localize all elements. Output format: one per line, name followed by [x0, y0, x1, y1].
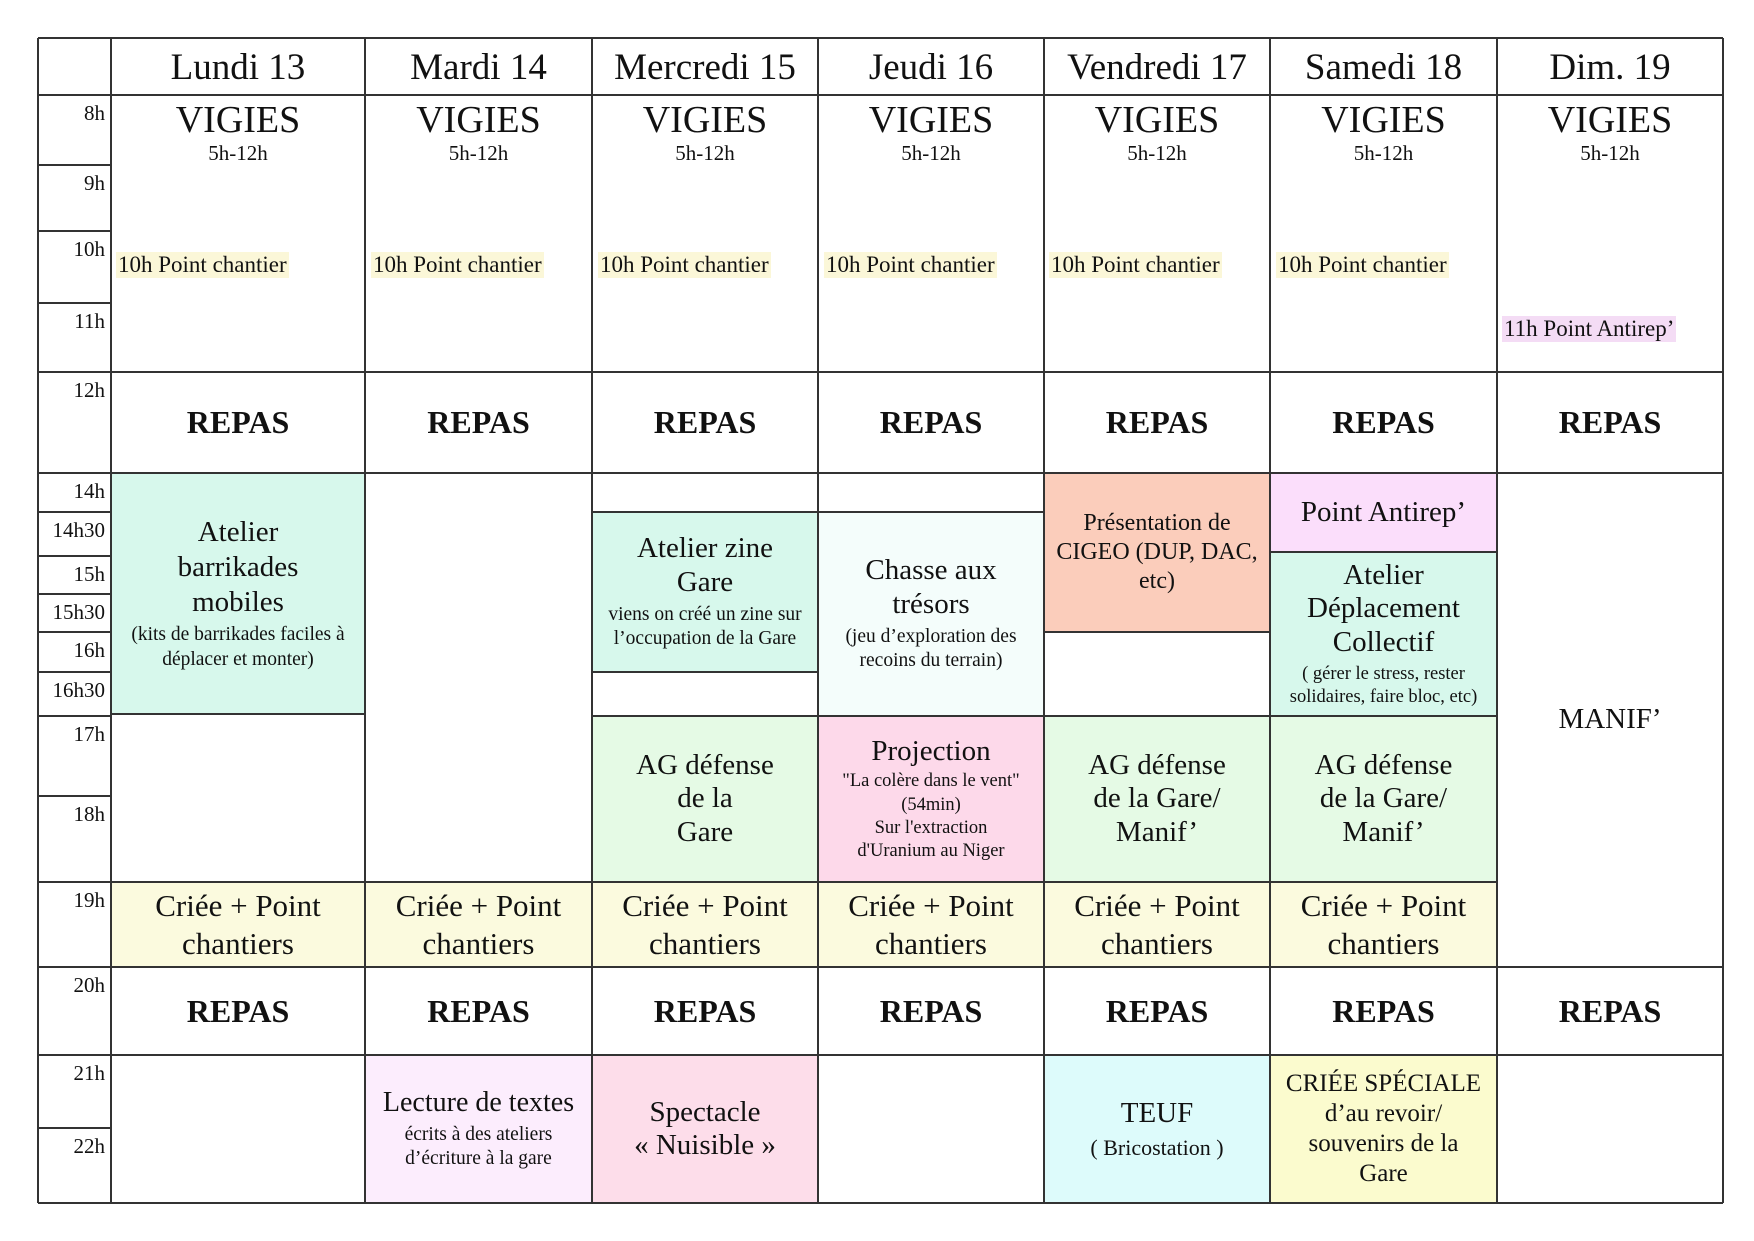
- event-ag_manif_sam: [1270, 716, 1497, 882]
- point-antirep-morning: 11h Point Antirep’: [1504, 316, 1675, 341]
- event-atelier_barrikades: [111, 473, 365, 714]
- grid-line: [364, 38, 366, 1203]
- vigies-cell: [1270, 101, 1497, 175]
- event-detail-line: recoins du terrain): [859, 650, 1003, 672]
- event-lecture: [365, 1055, 592, 1203]
- event-detail: [1290, 663, 1477, 709]
- event-detail-line: (kits de barrikades faciles à: [131, 624, 345, 646]
- repas-cell: [592, 372, 818, 473]
- criee-line: Criée + Point: [848, 888, 1014, 924]
- event-title-line: Présentation de: [1083, 510, 1231, 537]
- event-title-line: Projection: [871, 735, 991, 768]
- grid-line: [38, 881, 111, 883]
- event-detail-line: solidaires, faire bloc, etc): [1289, 687, 1478, 708]
- repas-cell: [365, 372, 592, 473]
- event-title-line: CRIÉE SPÉCIALE: [1285, 1070, 1482, 1097]
- grid-line: [1044, 715, 1270, 717]
- grid-line: [1269, 38, 1271, 1203]
- grid-line: [38, 371, 1723, 373]
- day-label: Vendredi 17: [1067, 47, 1247, 89]
- repas-cell: [818, 967, 1044, 1055]
- time-label: 11h: [74, 309, 105, 333]
- repas-label: REPAS: [1105, 404, 1209, 441]
- criee-cell: [592, 882, 818, 967]
- event-chasse: [818, 512, 1044, 716]
- repas-label: REPAS: [879, 992, 983, 1029]
- day-label: Mardi 14: [410, 47, 547, 89]
- event-detail-line: d’écriture à la gare: [405, 1148, 552, 1170]
- repas-label: REPAS: [1332, 992, 1435, 1029]
- vigies-hours: 5h-12h: [901, 140, 961, 165]
- event-detail-line: Sur l'extraction: [874, 817, 988, 838]
- event-detail: [405, 1123, 553, 1172]
- criee-line: chantiers: [182, 925, 294, 961]
- event-title-line: Chasse aux: [865, 554, 997, 587]
- criee-line: Criée + Point: [1074, 888, 1240, 924]
- repas-cell: [1497, 967, 1723, 1055]
- event-ag_manif_ven: [1044, 716, 1270, 882]
- grid-line: [1044, 631, 1270, 633]
- event-criee_speciale: [1270, 1055, 1497, 1203]
- time-label: 14h: [73, 479, 105, 503]
- event-title-line: AG défense: [1088, 748, 1226, 781]
- repas-label: REPAS: [427, 404, 530, 441]
- event-detail: [842, 770, 1019, 863]
- repas-label: REPAS: [653, 404, 757, 441]
- event-title-line: TEUF: [1120, 1096, 1194, 1129]
- event-title-line: trésors: [892, 587, 970, 620]
- vigies-title: VIGIES: [868, 99, 994, 141]
- repas-cell: [1270, 372, 1497, 473]
- criee-cell: [365, 882, 592, 967]
- vigies-cell: [1497, 101, 1723, 175]
- event-title-line: mobiles: [192, 585, 284, 618]
- grid-line: [591, 38, 593, 1203]
- criee-line: chantiers: [1327, 925, 1440, 961]
- event-detail-line: ( Bricostation ): [1090, 1134, 1224, 1160]
- event-ag_gare: [592, 716, 818, 882]
- repas-cell: [1270, 967, 1497, 1055]
- grid-line: [38, 302, 111, 304]
- event-atelier_zine: [592, 512, 818, 672]
- event-title-line: Atelier: [1343, 558, 1424, 591]
- event-title-line: AG défense: [1314, 748, 1453, 781]
- vigies-title: VIGIES: [416, 99, 541, 141]
- grid-line: [592, 715, 818, 717]
- event-title-line: etc): [1139, 567, 1175, 594]
- event-detail-line: ( gérer le stress, rester: [1302, 663, 1465, 684]
- grid-line: [111, 881, 1497, 883]
- day-header: [111, 38, 365, 95]
- criee-line: Criée + Point: [622, 888, 788, 924]
- criee-line: chantiers: [649, 925, 761, 961]
- event-title-line: de la Gare/: [1319, 782, 1448, 815]
- criee-cell: [1044, 882, 1270, 967]
- day-header: [1497, 38, 1723, 95]
- vigies-title: VIGIES: [1547, 99, 1673, 141]
- event-detail-line: (54min): [901, 794, 961, 815]
- criee-cell: [818, 882, 1044, 967]
- point-chantier: 10h Point chantier: [1051, 252, 1220, 277]
- point-chantier: 10h Point chantier: [373, 252, 542, 277]
- event-title-line: Gare: [1359, 1160, 1408, 1187]
- vigies-title: VIGIES: [1321, 99, 1446, 141]
- repas-label: REPAS: [653, 992, 757, 1029]
- grid-line: [38, 94, 1723, 96]
- event-title-line: de la Gare/: [1093, 782, 1221, 815]
- event-detail: [845, 625, 1016, 674]
- event-title-line: souvenirs de la: [1308, 1130, 1459, 1157]
- repas-label: REPAS: [427, 992, 530, 1029]
- time-label: 16h30: [52, 678, 105, 702]
- time-label: 14h30: [52, 518, 105, 542]
- vigies-cell: [818, 101, 1044, 175]
- event-teuf: [1044, 1055, 1270, 1203]
- grid-line: [38, 671, 111, 673]
- event-title-line: Spectacle: [649, 1095, 761, 1128]
- grid-line: [592, 671, 818, 673]
- event-detail-line: d'Uranium au Niger: [857, 840, 1005, 861]
- time-label: 8h: [84, 101, 105, 125]
- time-label: 18h: [73, 802, 105, 826]
- repas-label: REPAS: [879, 404, 983, 441]
- table-border: [1722, 38, 1724, 1203]
- vigies-cell: [111, 101, 365, 175]
- day-label: Dim. 19: [1549, 47, 1671, 89]
- time-label: 22h: [73, 1134, 105, 1158]
- event-title-line: de la: [677, 782, 733, 815]
- repas-cell: [365, 967, 592, 1055]
- event-title-line: Gare: [676, 565, 734, 598]
- day-label: Lundi 13: [170, 47, 306, 89]
- event-title-line: Gare: [676, 815, 734, 848]
- criee-line: chantiers: [1101, 925, 1213, 961]
- grid-line: [38, 230, 111, 232]
- time-label: 21h: [73, 1061, 105, 1085]
- grid-line: [1496, 38, 1498, 1203]
- grid-line: [38, 1054, 1723, 1056]
- time-label: 15h: [73, 562, 105, 586]
- vigies-title: VIGIES: [642, 99, 768, 141]
- grid-line: [592, 511, 818, 513]
- day-header: [1044, 38, 1270, 95]
- grid-line: [110, 38, 112, 1203]
- time-label: 10h: [73, 237, 105, 261]
- repas-cell: [1044, 967, 1270, 1055]
- event-title-line: Manif’: [1342, 815, 1425, 848]
- day-header: [592, 38, 818, 95]
- event-projection: [818, 716, 1044, 882]
- criee-line: chantiers: [422, 925, 535, 961]
- event-title-line: MANIF’: [1558, 703, 1662, 736]
- repas-cell: [592, 967, 818, 1055]
- grid-line: [818, 715, 1044, 717]
- point-chantier: 10h Point chantier: [1278, 252, 1447, 277]
- grid-line: [1043, 38, 1045, 1203]
- event-title-line: Point Antirep’: [1300, 495, 1467, 528]
- event-title-line: Collectif: [1332, 625, 1435, 658]
- grid-line: [38, 555, 111, 557]
- event-title-line: AG défense: [636, 748, 774, 781]
- time-label: 19h: [73, 888, 105, 912]
- grid-line: [1270, 715, 1497, 717]
- criee-line: Criée + Point: [155, 888, 321, 924]
- vigies-title: VIGIES: [175, 99, 301, 141]
- time-label: 20h: [73, 973, 105, 997]
- grid-line: [38, 795, 111, 797]
- time-label: 17h: [73, 722, 105, 746]
- grid-line: [38, 631, 111, 633]
- event-detail-line: déplacer et monter): [162, 648, 314, 670]
- repas-cell: [1044, 372, 1270, 473]
- grid-line: [38, 715, 111, 717]
- grid-line: [818, 511, 1044, 513]
- point-chantier: 10h Point chantier: [600, 252, 769, 277]
- repas-cell: [111, 372, 365, 473]
- grid-line: [38, 593, 111, 595]
- event-detail-line: (jeu d’exploration des: [845, 625, 1017, 647]
- event-atelier_deplacement: [1270, 552, 1497, 716]
- vigies-cell: [365, 101, 592, 175]
- repas-label: REPAS: [1558, 404, 1662, 441]
- event-title-line: CIGEO (DUP, DAC,: [1056, 539, 1258, 566]
- repas-label: REPAS: [1558, 992, 1662, 1029]
- vigies-hours: 5h-12h: [1127, 140, 1187, 165]
- event-cigeo: [1044, 473, 1270, 632]
- grid-line: [111, 713, 365, 715]
- event-point_antirep: [1270, 473, 1497, 552]
- repas-label: REPAS: [1332, 404, 1435, 441]
- table-border: [38, 37, 1723, 39]
- grid-line: [38, 511, 111, 513]
- day-label: Jeudi 16: [868, 47, 994, 89]
- time-label: 16h: [73, 638, 105, 662]
- criee-line: Criée + Point: [395, 888, 562, 924]
- event-manif: [1497, 473, 1723, 967]
- event-title-line: Atelier zine: [636, 532, 774, 565]
- event-detail: [1090, 1134, 1223, 1162]
- event-title-line: Déplacement: [1307, 592, 1460, 625]
- grid-line: [38, 966, 1723, 968]
- event-detail-line: "La colère dans le vent": [842, 771, 1020, 792]
- day-label: Samedi 18: [1304, 47, 1463, 89]
- vigies-hours: 5h-12h: [1353, 140, 1414, 165]
- event-detail: [131, 623, 344, 672]
- vigies-cell: [592, 101, 818, 175]
- point-chantier: 10h Point chantier: [118, 252, 287, 277]
- point-chantier: 10h Point chantier: [826, 252, 995, 277]
- vigies-hours: 5h-12h: [208, 140, 268, 165]
- event-title-line: Lecture de textes: [382, 1086, 575, 1118]
- repas-cell: [818, 372, 1044, 473]
- grid-line: [817, 38, 819, 1203]
- criee-cell: [1270, 882, 1497, 967]
- grid-line: [1270, 551, 1497, 553]
- event-detail-line: écrits à des ateliers: [404, 1123, 553, 1145]
- repas-label: REPAS: [1105, 992, 1209, 1029]
- vigies-hours: 5h-12h: [1580, 140, 1640, 165]
- day-header: [365, 38, 592, 95]
- grid-line: [38, 1127, 111, 1129]
- day-header: [1270, 38, 1497, 95]
- vigies-hours: 5h-12h: [448, 140, 509, 165]
- event-title-line: barrikades: [177, 550, 299, 583]
- repas-label: REPAS: [186, 992, 290, 1029]
- criee-line: chantiers: [875, 925, 987, 961]
- event-detail-line: viens on créé un zine sur: [608, 603, 802, 625]
- time-label: 15h30: [52, 600, 105, 624]
- event-spectacle: [592, 1055, 818, 1203]
- table-border: [38, 1202, 1723, 1204]
- day-header: [818, 38, 1044, 95]
- event-title-line: d’au revoir/: [1324, 1100, 1443, 1127]
- event-detail-line: l’occupation de la Gare: [613, 628, 797, 650]
- event-title-line: Manif’: [1115, 815, 1199, 848]
- criee-line: Criée + Point: [1300, 888, 1467, 924]
- grid-line: [38, 164, 111, 166]
- criee-cell: [111, 882, 365, 967]
- vigies-hours: 5h-12h: [675, 140, 735, 165]
- vigies-cell: [1044, 101, 1270, 175]
- event-detail: [608, 603, 801, 652]
- time-label: 9h: [84, 171, 105, 195]
- event-title-line: Atelier: [197, 515, 279, 548]
- event-title-line: « Nuisible »: [634, 1129, 776, 1161]
- repas-label: REPAS: [186, 404, 290, 441]
- day-label: Mercredi 15: [614, 47, 796, 89]
- vigies-title: VIGIES: [1094, 99, 1220, 141]
- time-label: 12h: [73, 378, 105, 402]
- table-border: [37, 38, 39, 1203]
- repas-cell: [111, 967, 365, 1055]
- grid-line: [38, 472, 1723, 474]
- repas-cell: [1497, 372, 1723, 473]
